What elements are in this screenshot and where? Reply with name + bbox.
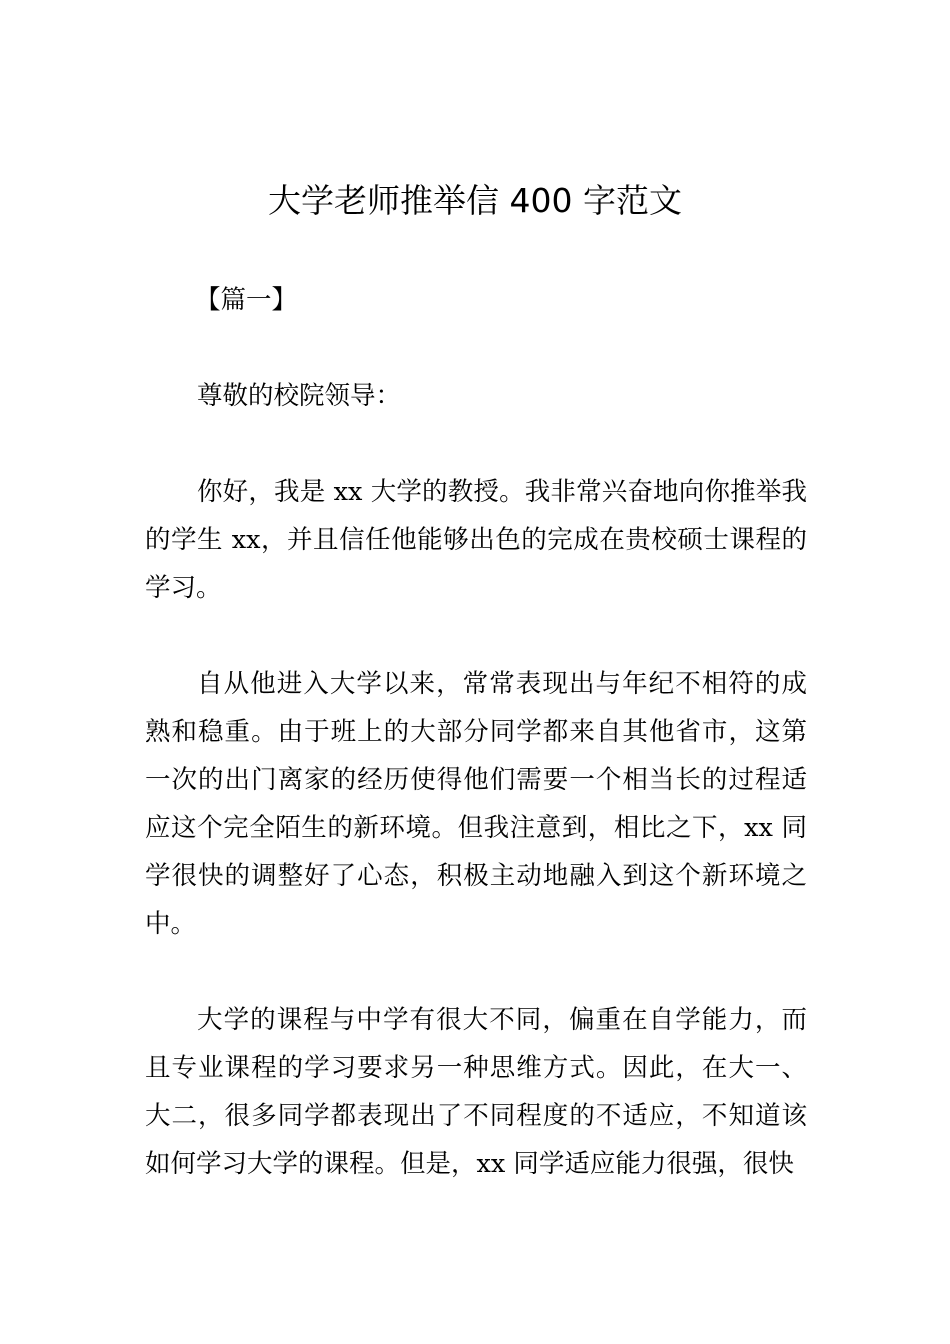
body-paragraph: 自从他进入大学以来，常常表现出与年纪不相符的成熟和稳重。由于班上的大部分同学都来自其他省市，这第一次的出门离家的经历使得他们需要一个相当长的过程适应这个完全陌生的新环境。但我注意到，相比之下，xx 同学很快的调整好了心态，积极主动地融入到这个新环境之中。: [145, 669, 807, 939]
body-paragraph: 你好，我是 xx 大学的教授。我非常兴奋地向你推举我的学生 xx，并且信任他能够出色的完成在贵校硕士课程的学习。: [145, 477, 807, 603]
body-paragraph: 大学的课程与中学有很大不同，偏重在自学能力，而且专业课程的学习要求另一种思维方式。因此，在大一、大二，很多同学都表现出了不同程度的不适应，不知道该如何学习大学的课程。但是，xx 同学适应能力很强，很快: [145, 1005, 807, 1179]
document-title: 大学老师推举信 400 字范文: [268, 181, 682, 220]
document-body: [145, 276, 807, 1188]
salutation-paragraph: 尊敬的校院领导：: [197, 381, 402, 411]
section-heading: 【篇一】: [195, 285, 298, 315]
